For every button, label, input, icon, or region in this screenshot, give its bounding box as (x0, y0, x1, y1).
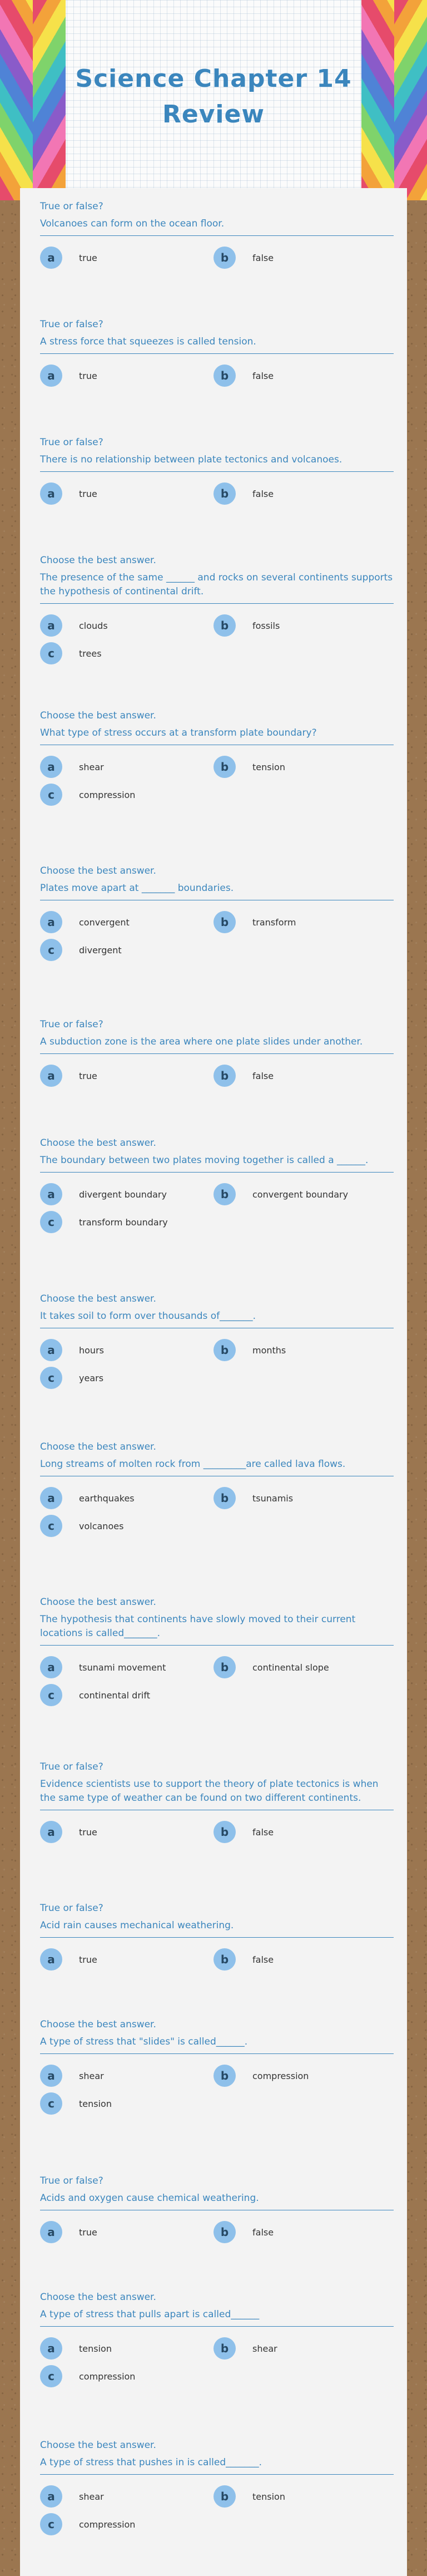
answer-option-b[interactable] (214, 1180, 387, 1208)
question-divider (40, 1645, 394, 1646)
option-letter-badge: a (40, 2065, 62, 2087)
answer-options (40, 1653, 394, 1709)
option-label: true (79, 488, 97, 499)
question-text: Evidence scientists use to support the theory of plate tectonics is when the same type of weather can be found on two different continents. (40, 1779, 379, 1804)
option-letter-badge: a (40, 1656, 62, 1678)
option-letter-badge: a (40, 911, 62, 933)
answer-option-b[interactable] (214, 612, 387, 639)
option-letter-badge: b (214, 1065, 236, 1087)
option-letter-badge: b (214, 482, 236, 505)
answer-option-a[interactable] (40, 480, 214, 508)
answer-option-c[interactable] (40, 639, 214, 667)
question-8 (40, 1137, 394, 1236)
answer-option-a[interactable] (40, 908, 214, 936)
option-letter-badge: b (214, 614, 236, 637)
option-letter-badge: a (40, 1183, 62, 1205)
answer-option-b[interactable] (214, 908, 387, 936)
option-letter-badge: b (214, 2485, 236, 2508)
option-letter-badge: b (214, 1183, 236, 1205)
question-text: There is no relationship between plate tectonics and volcanoes. (40, 454, 342, 465)
option-letter-badge: b (214, 2337, 236, 2360)
option-letter-badge: b (214, 1339, 236, 1361)
question-divider (40, 1172, 394, 1173)
answer-option-b[interactable] (214, 1818, 387, 1846)
option-label: continental slope (252, 1662, 329, 1673)
answer-option-c[interactable] (40, 2090, 214, 2117)
option-letter-badge: c (40, 1367, 62, 1389)
option-label: tsunamis (252, 1493, 294, 1504)
option-label: months (252, 1344, 286, 1356)
answer-option-a[interactable] (40, 362, 214, 390)
question-type: Choose the best answer. (40, 710, 156, 721)
option-label: compression (79, 789, 136, 800)
option-label: false (252, 1954, 274, 1965)
answer-option-a[interactable] (40, 1818, 214, 1846)
answer-option-a[interactable] (40, 2334, 214, 2362)
option-letter-badge: c (40, 642, 62, 664)
question-text: Long streams of molten rock from _________are called lava flows. (40, 1459, 346, 1470)
answer-option-b[interactable] (214, 1653, 387, 1681)
option-label: tension (79, 2098, 112, 2109)
question-type: True or false? (40, 201, 103, 212)
question-type: True or false? (40, 1903, 103, 1914)
question-divider (40, 1937, 394, 1938)
option-label: false (252, 370, 274, 381)
question-divider (40, 471, 394, 472)
answer-option-a[interactable] (40, 1180, 214, 1208)
option-letter-badge: b (214, 911, 236, 933)
answer-option-a[interactable] (40, 2218, 214, 2246)
answer-option-c[interactable] (40, 936, 214, 964)
question-5 (40, 710, 394, 809)
option-letter-badge: a (40, 1487, 62, 1509)
answer-option-a[interactable] (40, 244, 214, 272)
answer-option-a[interactable] (40, 612, 214, 639)
question-15 (40, 2175, 394, 2246)
answer-options (40, 612, 394, 667)
option-letter-badge: b (214, 2065, 236, 2087)
option-label: shear (79, 761, 104, 772)
question-text: A type of stress that "slides" is called______. (40, 2036, 248, 2047)
question-text: Plates move apart at _______ boundaries. (40, 883, 234, 894)
option-letter-badge: a (40, 1948, 62, 1971)
question-type: Choose the best answer. (40, 1441, 156, 1452)
question-17 (40, 2439, 394, 2538)
option-letter-badge: c (40, 1515, 62, 1537)
question-text: A subduction zone is the area where one plate slides under another. (40, 1036, 363, 1047)
question-divider (40, 235, 394, 236)
option-letter-badge: c (40, 939, 62, 961)
question-text: A type of stress that pulls apart is called______ (40, 2309, 260, 2320)
question-divider (40, 603, 394, 604)
option-label: true (79, 2227, 97, 2238)
option-label: tsunami movement (79, 1662, 166, 1673)
answer-options (40, 1484, 394, 1540)
option-letter-badge: c (40, 1211, 62, 1233)
question-text: A stress force that squeezes is called tension. (40, 336, 256, 347)
answer-option-b[interactable] (214, 244, 387, 272)
question-12 (40, 1761, 394, 1846)
question-divider (40, 2474, 394, 2475)
answer-option-a[interactable] (40, 1336, 214, 1364)
question-text: The hypothesis that continents have slowly moved to their current locations is called_______. (40, 1614, 356, 1639)
page-title: Science Chapter 14 Review (75, 65, 352, 129)
question-type: True or false? (40, 1761, 103, 1772)
answer-option-c[interactable] (40, 2362, 214, 2390)
option-label: fossils (252, 620, 280, 631)
option-letter-badge: a (40, 2485, 62, 2508)
option-letter-badge: a (40, 1065, 62, 1087)
quiz-sheet (20, 188, 407, 2576)
question-type: True or false? (40, 1019, 103, 1030)
question-3 (40, 436, 394, 508)
answer-option-c[interactable] (40, 1681, 214, 1709)
question-divider (40, 353, 394, 354)
question-10 (40, 1441, 394, 1540)
option-label: compression (79, 2371, 136, 2382)
option-letter-badge: a (40, 482, 62, 505)
question-text: It takes soil to form over thousands of_______. (40, 1311, 256, 1322)
option-label: compression (79, 2519, 136, 2530)
option-label: tension (252, 2491, 285, 2502)
option-letter-badge: a (40, 2337, 62, 2360)
option-letter-badge: b (214, 1948, 236, 1971)
question-text: The boundary between two plates moving together is called a ______. (40, 1155, 369, 1166)
option-label: true (79, 370, 97, 381)
option-label: transform (252, 917, 296, 928)
question-type: Choose the best answer. (40, 2292, 156, 2303)
question-type: Choose the best answer. (40, 1597, 156, 1608)
question-type: Choose the best answer. (40, 555, 156, 566)
option-label: false (252, 252, 274, 263)
question-11 (40, 1596, 394, 1709)
chevron-pattern-right (361, 0, 427, 200)
answer-options (40, 1062, 394, 1090)
answer-option-b[interactable] (214, 2218, 387, 2246)
option-letter-badge: a (40, 1821, 62, 1843)
answer-option-b[interactable] (214, 1336, 387, 1364)
option-letter-badge: c (40, 784, 62, 806)
question-type: True or false? (40, 437, 103, 448)
option-letter-badge: a (40, 1339, 62, 1361)
answer-options (40, 480, 394, 508)
answer-options (40, 2062, 394, 2117)
question-divider (40, 2053, 394, 2054)
question-text: Volcanoes can form on the ocean floor. (40, 218, 225, 229)
answer-option-a[interactable] (40, 1484, 214, 1512)
question-9 (40, 1293, 394, 1392)
question-text: What type of stress occurs at a transform plate boundary? (40, 727, 317, 738)
option-label: hours (79, 1344, 104, 1356)
option-letter-badge: c (40, 2365, 62, 2387)
option-label: years (79, 1372, 104, 1383)
option-label: shear (79, 2070, 104, 2081)
answer-options (40, 1180, 394, 1236)
option-label: false (252, 1826, 274, 1838)
question-type: Choose the best answer. (40, 865, 156, 876)
question-divider (40, 1053, 394, 1054)
option-label: transform boundary (79, 1216, 168, 1228)
answer-option-c[interactable] (40, 781, 214, 809)
answer-option-a[interactable] (40, 1653, 214, 1681)
option-label: trees (79, 648, 102, 659)
answer-option-b[interactable] (214, 480, 387, 508)
option-letter-badge: a (40, 365, 62, 387)
answer-options (40, 908, 394, 964)
option-label: true (79, 252, 97, 263)
option-label: volcanoes (79, 1520, 124, 1531)
answer-option-a[interactable] (40, 1062, 214, 1090)
answer-option-c[interactable] (40, 2510, 214, 2538)
question-7 (40, 1018, 394, 1090)
question-4 (40, 554, 394, 667)
answer-options (40, 2483, 394, 2538)
question-1 (40, 200, 394, 272)
option-label: shear (252, 2343, 277, 2354)
option-letter-badge: b (214, 1487, 236, 1509)
option-label: earthquakes (79, 1493, 135, 1504)
question-text: Acid rain causes mechanical weathering. (40, 1920, 234, 1931)
option-label: convergent (79, 917, 130, 928)
answer-option-c[interactable] (40, 1208, 214, 1236)
question-text: The presence of the same ______ and rocks on several continents supports the hypothesis of continental drift. (40, 572, 393, 597)
question-type: Choose the best answer. (40, 2019, 156, 2030)
question-text: A type of stress that pushes in is called_______. (40, 2457, 262, 2468)
option-label: shear (79, 2491, 104, 2502)
answer-option-a[interactable] (40, 2483, 214, 2510)
answer-options (40, 1945, 394, 1973)
option-label: false (252, 1070, 274, 1081)
option-letter-badge: a (40, 614, 62, 637)
question-13 (40, 1902, 394, 1973)
answer-options (40, 753, 394, 809)
answer-option-c[interactable] (40, 1512, 214, 1540)
question-type: Choose the best answer. (40, 2440, 156, 2451)
question-16 (40, 2291, 394, 2390)
answer-option-a[interactable] (40, 1945, 214, 1973)
option-label: divergent (79, 944, 122, 955)
answer-option-b[interactable] (214, 1484, 387, 1512)
answer-options (40, 1818, 394, 1846)
option-letter-badge: b (214, 2221, 236, 2243)
option-label: tension (79, 2343, 112, 2354)
question-14 (40, 2018, 394, 2117)
answer-option-c[interactable] (40, 1364, 214, 1392)
answer-option-b[interactable] (214, 2062, 387, 2090)
option-letter-badge: c (40, 1684, 62, 1706)
option-label: compression (252, 2070, 309, 2081)
answer-option-b[interactable] (214, 2483, 387, 2510)
option-label: true (79, 1070, 97, 1081)
option-label: false (252, 488, 274, 499)
option-letter-badge: a (40, 247, 62, 269)
option-label: clouds (79, 620, 108, 631)
option-label: convergent boundary (252, 1189, 349, 1200)
option-label: tension (252, 761, 285, 772)
answer-option-a[interactable] (40, 753, 214, 781)
answer-options (40, 1336, 394, 1392)
answer-option-b[interactable] (214, 1062, 387, 1090)
option-label: true (79, 1826, 97, 1838)
question-type: Choose the best answer. (40, 1137, 156, 1149)
question-divider (40, 2326, 394, 2327)
answer-options (40, 2334, 394, 2390)
option-label: continental drift (79, 1690, 150, 1701)
option-letter-badge: c (40, 2092, 62, 2115)
option-letter-badge: b (214, 247, 236, 269)
question-type: Choose the best answer. (40, 1293, 156, 1304)
option-label: false (252, 2227, 274, 2238)
option-letter-badge: a (40, 756, 62, 778)
answer-option-b[interactable] (214, 2334, 387, 2362)
option-letter-badge: a (40, 2221, 62, 2243)
question-type: True or false? (40, 2175, 103, 2186)
option-letter-badge: b (214, 1821, 236, 1843)
answer-options (40, 244, 394, 272)
option-letter-badge: b (214, 365, 236, 387)
option-letter-badge: c (40, 2513, 62, 2535)
option-label: divergent boundary (79, 1189, 167, 1200)
question-text: Acids and oxygen cause chemical weathering. (40, 2193, 259, 2204)
answer-option-b[interactable] (214, 753, 387, 781)
header-banner (0, 0, 427, 200)
answer-option-a[interactable] (40, 2062, 214, 2090)
answer-option-b[interactable] (214, 362, 387, 390)
option-letter-badge: b (214, 756, 236, 778)
option-label: true (79, 1954, 97, 1965)
option-letter-badge: b (214, 1656, 236, 1678)
answer-option-b[interactable] (214, 1945, 387, 1973)
answer-options (40, 362, 394, 390)
answer-options (40, 2218, 394, 2246)
question-2 (40, 318, 394, 390)
question-type: True or false? (40, 319, 103, 330)
question-6 (40, 865, 394, 964)
chevron-pattern-left (0, 0, 66, 200)
